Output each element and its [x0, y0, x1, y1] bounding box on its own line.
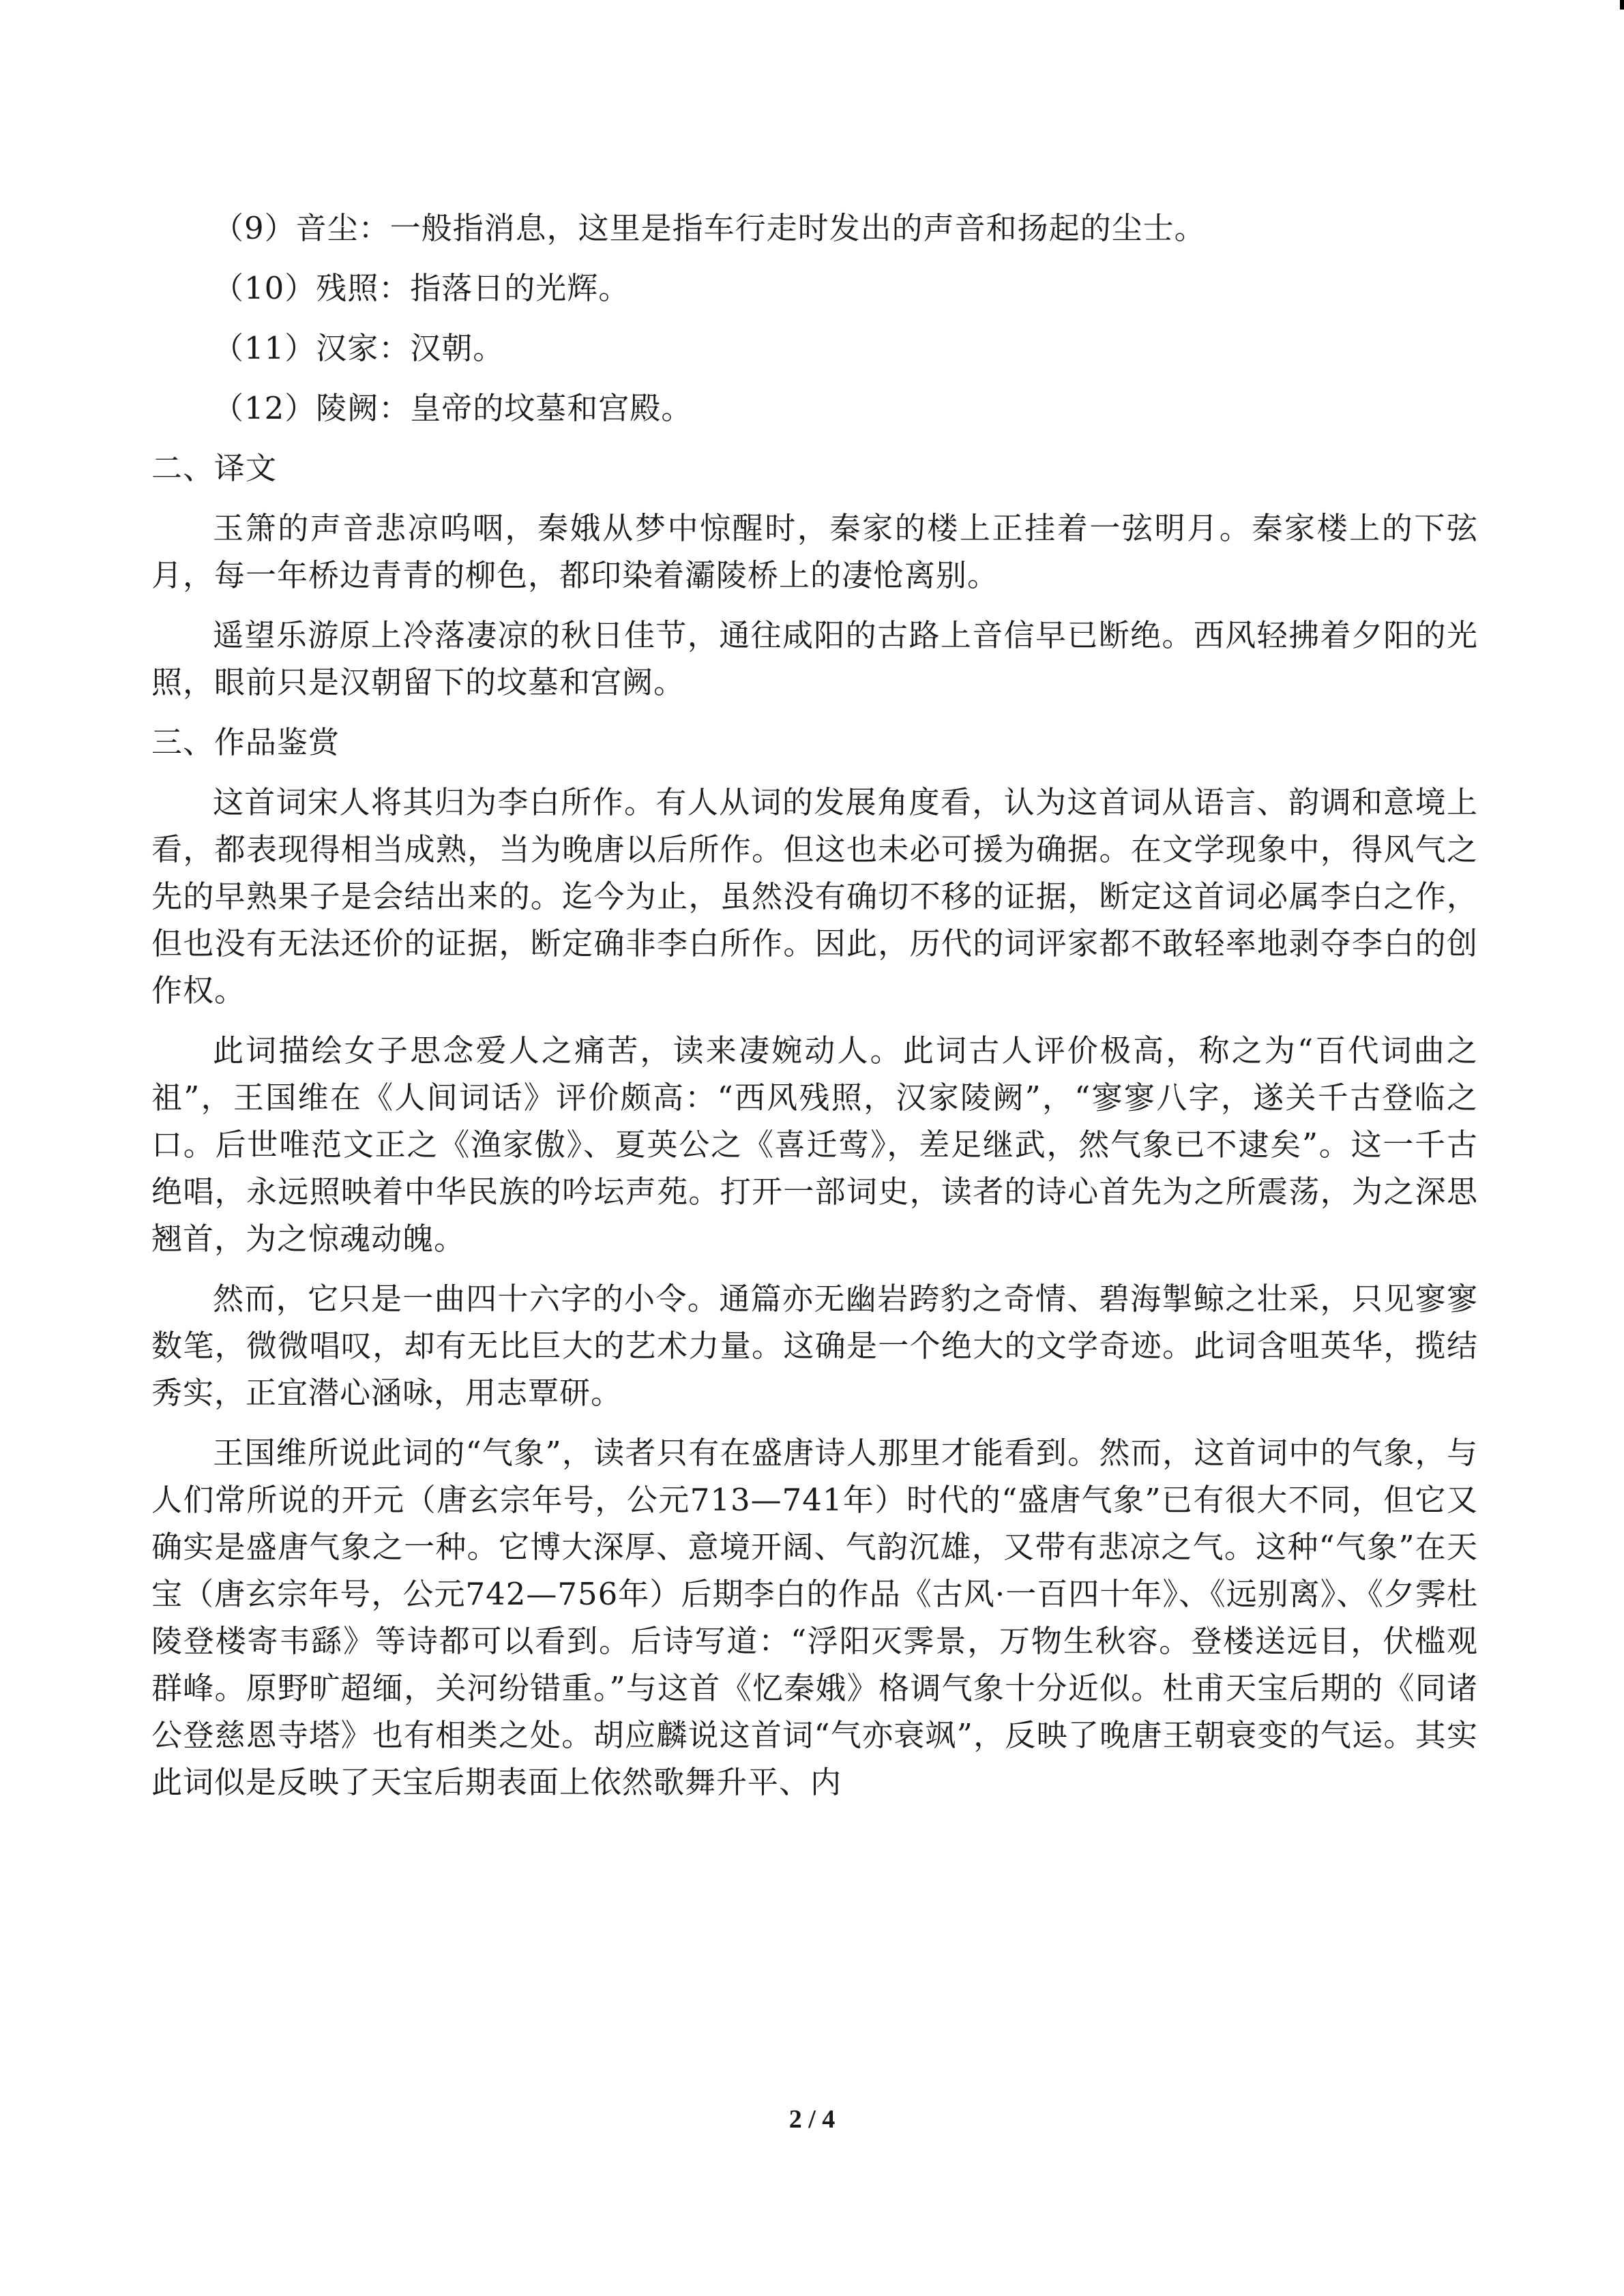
page-content [151, 205, 1478, 1819]
annotation-note: （12）陵阙：皇帝的坟墓和宫殿。 [213, 390, 693, 426]
annotation-note: （10）残照：指落日的光辉。 [213, 270, 630, 306]
appreciation-paragraph: 然而，它只是一曲四十六字的小令。通篇亦无幽岩跨豹之奇情、碧海掣鲸之壮采，只见寥寥数笔，微微唱叹，却有无比巨大的艺术力量。这确是一个绝大的文学奇迹。此词含咀英华，揽结秀实，正宜潜心涵咏，用志覃研。 [151, 1281, 1478, 1411]
page-number: 2 / 4 [788, 2105, 836, 2134]
translation-paragraph: 遥望乐游原上冷落凄凉的秋日佳节，通往咸阳的古路上音信早已断绝。西风轻拂着夕阳的光照，眼前只是汉朝留下的坟墓和宫阙。 [151, 617, 1478, 700]
annotation-note: （9）音尘：一般指消息，这里是指车行走时发出的声音和扬起的尘士。 [213, 210, 1206, 246]
section-heading-translation: 二、译文 [151, 450, 278, 486]
appreciation-paragraph: 王国维所说此词的“气象”，读者只有在盛唐诗人那里才能看到。然而，这首词中的气象，与人们常所说的开元（唐玄宗年号，公元713—741年）时代的“盛唐气象”已有很大不同，但它又确实是盛唐气象之一种。它博大深厚、意境开阔、气韵沉雄，又带有悲凉之气。这种“气象”在天宝（唐玄宗年号，公元742—756年）后期李白的作品《古风·一百四十年》、《远别离》、《夕霁杜陵登楼寄韦繇》等诗都可以看到。后诗写道：“浮阳灭霁景，万物生秋容。登楼送远目，伏槛观群峰。原野旷超缅，关河纷错重。”与这首《忆秦娥》格调气象十分近似。杜甫天宝后期的《同诸公登慈恩寺塔》也有相类之处。胡应麟说这首词“气亦衰飒”，反映了晚唐王朝衰变的气运。其实此词似是反映了天宝后期表面上依然歌舞升平、内 [151, 1435, 1478, 1800]
section-heading-appreciation: 三、作品鉴赏 [151, 724, 340, 760]
appreciation-paragraph: 此词描绘女子思念爱人之痛苦，读来凄婉动人。此词古人评价极高，称之为“百代词曲之祖”，王国维在《人间词话》评价颇高：“西风残照，汉家陵阙”，“寥寥八字，遂关千古登临之口。后世唯范文正之《渔家傲》、夏英公之《喜迁莺》，差足继武，然气象已不逮矣”。这一千古绝唱，永远照映着中华民族的吟坛声苑。打开一部词史，读者的诗心首先为之所震荡，为之深思翘首，为之惊魂动魄。 [151, 1032, 1478, 1257]
annotation-note: （11）汉家：汉朝。 [213, 330, 505, 366]
translation-paragraph: 玉箫的声音悲凉呜咽，秦娥从梦中惊醒时，秦家的楼上正挂着一弦明月。秦家楼上的下弦月，每一年桥边青青的柳色，都印染着灞陵桥上的凄怆离别。 [151, 510, 1478, 593]
page-corner-mark [1620, 0, 1624, 10]
appreciation-paragraph: 这首词宋人将其归为李白所作。有人从词的发展角度看，认为这首词从语言、韵调和意境上看，都表现得相当成熟，当为晚唐以后所作。但这也未必可援为确据。在文学现象中，得风气之先的早熟果子是会结出来的。迄今为止，虽然没有确切不移的证据，断定这首词必属李白之作，但也没有无法还价的证据，断定确非李白所作。因此，历代的词评家都不敢轻率地剥夺李白的创作权。 [151, 784, 1478, 1009]
